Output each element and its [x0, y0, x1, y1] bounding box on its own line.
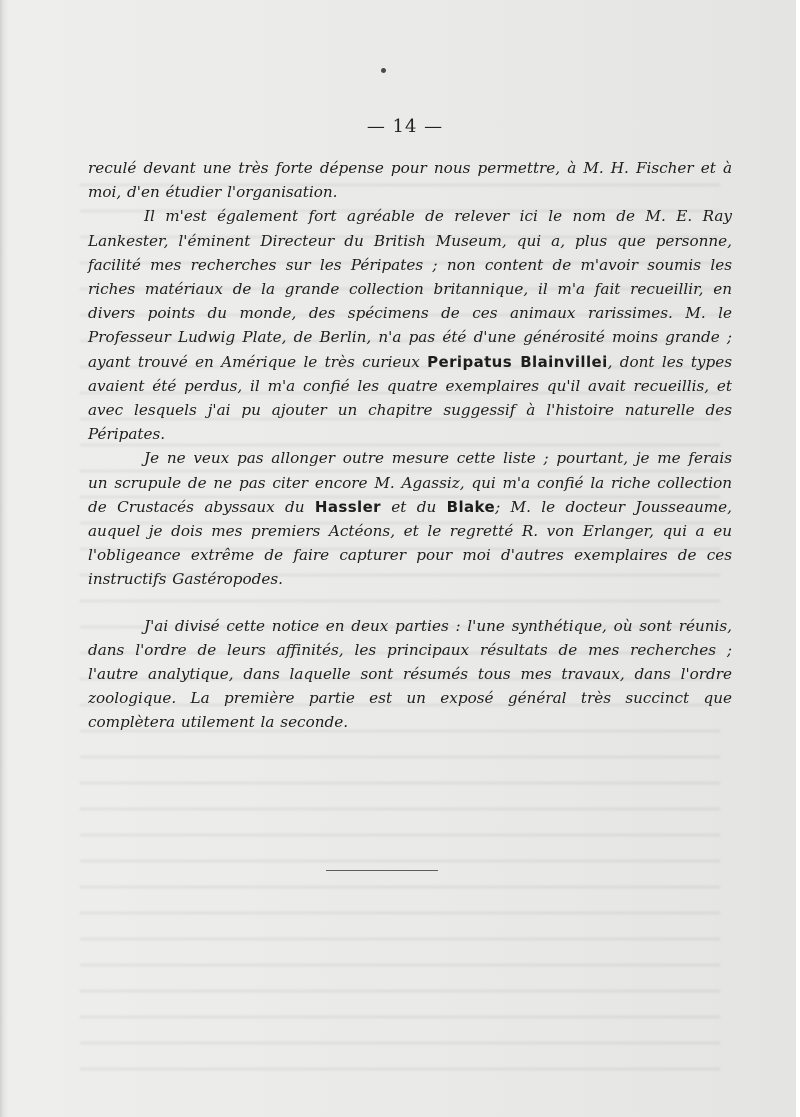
page-number: — 14 — — [366, 116, 444, 137]
paragraph-1 — [88, 156, 732, 204]
paragraph-3-text-c: ; M. le docteur Jousseaume, auquel je dois mes premiers Actéons, et le regretté R. von Erlanger, qui a eu l'obligeance extrême de faire capturer pour moi d'autres exemplaires de ces instructifs Gastéropodes. — [88, 497, 732, 589]
paragraph-1-text: reculé devant une très forte dépense pour nous permettre, à M. H. Fischer et à moi, d'en étudier l'organisation. — [88, 159, 732, 202]
paragraph-2-text-a: Il m'est également fort agréable de relever ici le nom de M. E. Ray Lankester, l'éminent Directeur du British Museum, qui a, plus que personne, facilité mes recherches sur les Péripates ; non content de m'avoir soumis les riches matériaux de la grande collection britannique, il m'a fait recueillir, en divers points du monde, des spécimens de ces animaux rarissimes. M. le Professeur Ludwig Plate, de Berlin, n'a pas été d'une générosité moins grande ; ayant trouvé en Amérique le très curieux — [88, 207, 732, 371]
paragraph-2-text-b: , dont les types avaient été perdus, il m'a confié les quatre exemplaires qu'il avait recueillis, et avec lesquels j'ai pu ajouter un chapitre suggessif à l'histoire naturelle des Péripates. — [88, 352, 733, 444]
species-name: Peripatus Blainvillei — [427, 352, 608, 371]
paragraph-2 — [88, 204, 732, 446]
paragraph-3-text-a: Je ne veux pas allonger outre mesure cette liste ; pourtant, je me ferais un scrupule de ne pas citer encore M. Agassiz, qui m'a confié la riche collection de Crustacés abyssaux du — [88, 449, 732, 516]
paragraph-3 — [88, 446, 732, 591]
paragraph-4-text: J'ai divisé cette notice en deux parties : l'une synthétique, où sont réunis, dans l'ordre de leurs affinités, les principaux résultats de mes recherches ; l'autre analytique, dans laquelle sont résumés tous mes travaux, dans l'ordre zoologique. La première partie est un exposé général très succinct que complètera utilement la seconde. — [88, 616, 732, 732]
ship-name-hassler: Hassler — [314, 497, 381, 516]
paragraph-3-text-b: et du — [380, 497, 447, 516]
paragraph-4 — [88, 614, 732, 735]
page-edge — [796, 0, 800, 1117]
ink-dot — [381, 68, 386, 73]
body-text — [88, 156, 732, 735]
ship-name-blake: Blake — [446, 497, 496, 516]
section-rule — [326, 870, 438, 871]
